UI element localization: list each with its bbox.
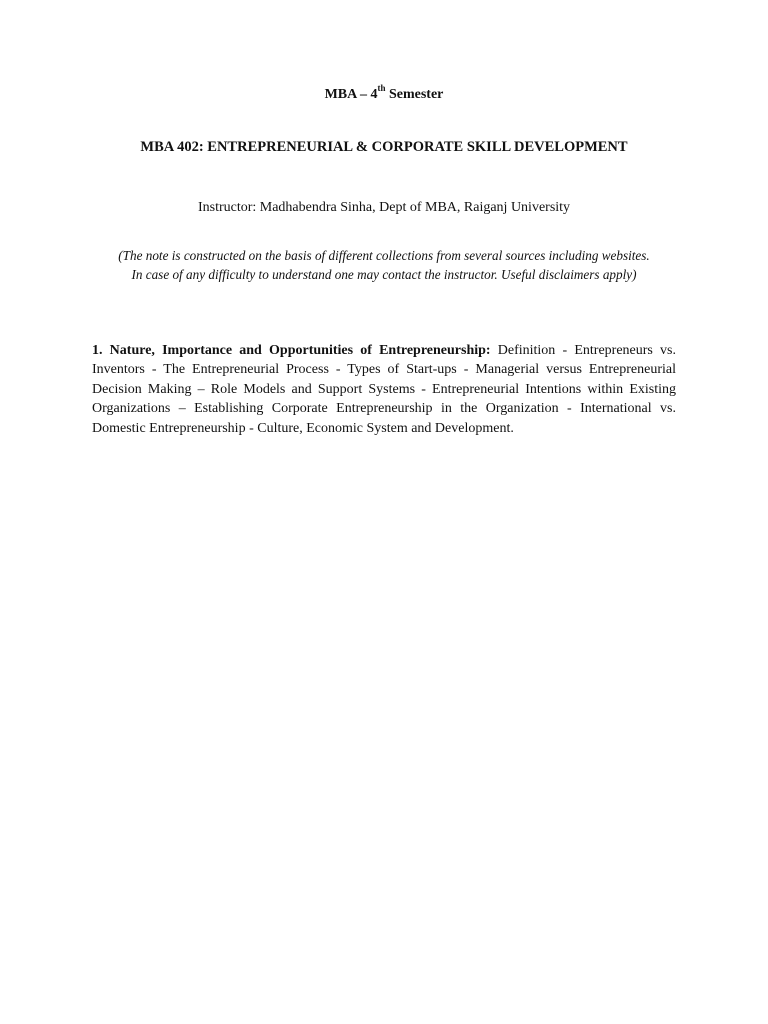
section-1-paragraph bbox=[92, 341, 676, 438]
course-title: MBA 402: ENTREPRENEURIAL & CORPORATE SKILL DEVELOPMENT bbox=[140, 139, 628, 155]
semester-suffix: Semester bbox=[385, 87, 444, 102]
disclaimer-line-1: (The note is constructed on the basis of different collections from several sources including websites. bbox=[118, 248, 650, 263]
section-1-body: Definition - Entrepreneurs vs. Inventors - The Entrepreneurial Process - Types of Start-ups - Managerial versus Entrepreneurial Decision Making – Role Models and Support Systems - Entrepreneurial Intentions within Existing Organizations – Establishing Corporate Entrepreneurship in the Organization - International vs. Domestic Entrepreneurship - Culture, Economic System and Development. bbox=[92, 343, 676, 436]
disclaimer-note bbox=[80, 246, 688, 284]
semester-title bbox=[0, 83, 768, 104]
semester-prefix: MBA – 4 bbox=[324, 87, 378, 102]
instructor-line: Instructor: Madhabendra Sinha, Dept of MBA, Raiganj University bbox=[197, 200, 571, 215]
disclaimer-line-2: In case of any difficulty to understand one may contact the instructor. Useful disclaimers apply) bbox=[131, 267, 637, 282]
section-1-heading: 1. Nature, Importance and Opportunities of Entrepreneurship: bbox=[92, 343, 491, 358]
semester-superscript: th bbox=[377, 83, 386, 94]
